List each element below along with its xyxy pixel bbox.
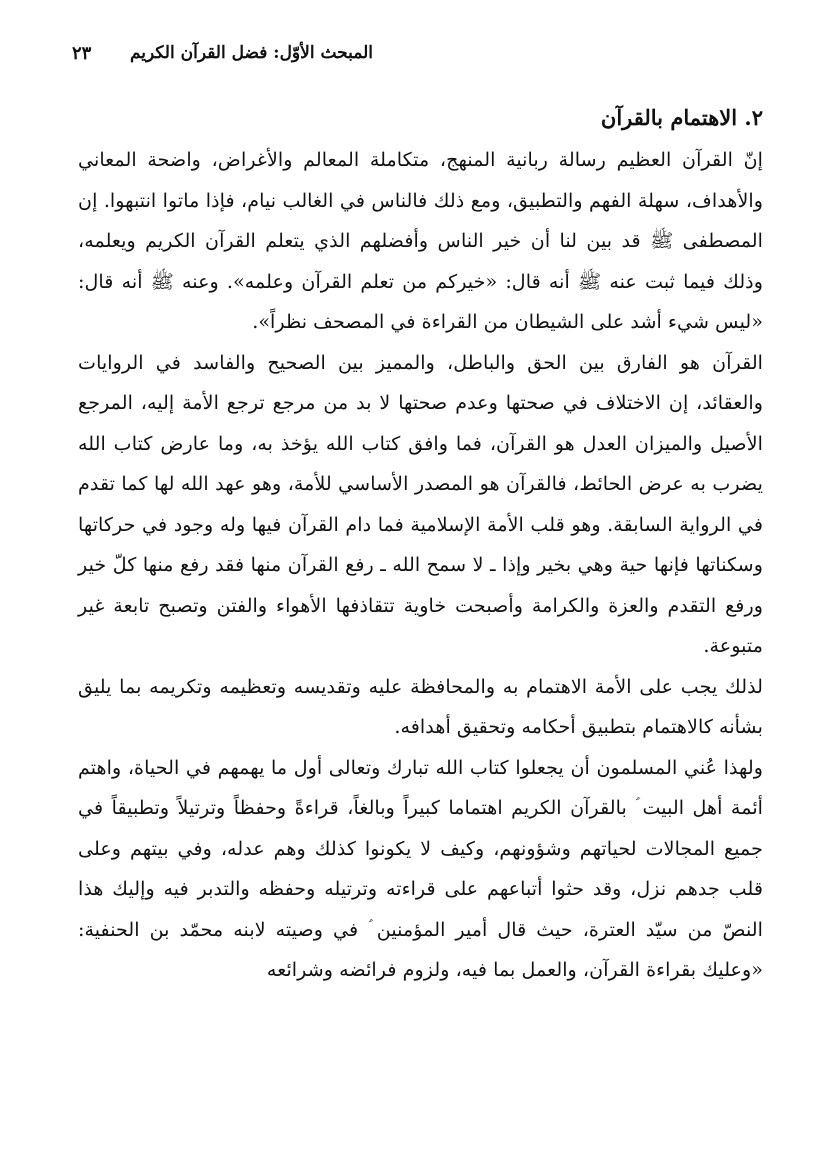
chapter-title: المبحث الأوّل: فضل القرآن الكريم	[129, 43, 373, 63]
running-header	[72, 38, 373, 68]
paragraph-3: لذلك يجب على الأمة الاهتمام به والمحافظة عليه وتقديسه وتعظيمه وتكريمه بما يليق بشأنه كالاهتمام بتطبيق أحكامه وتحقيق أهدافه.	[78, 674, 763, 738]
paragraph-1: إنّ القرآن العظيم رسالة ربانية المنهج، متكاملة المعالم والأغراض، واضحة المعاني والأهداف، سهلة الفهم والتطبيق، ومع ذلك فالناس في الغالب نيام، فإذا ماتوا انتبهوا. إن المصطفى ﷺ قد بين لنا أن خير الناس وأفضلهم الذي يتعلم القرآن الكريم ويعلمه، وذلك فيما ثبت عنه ﷺ أنه قال: «خيركم من تعلم القرآن وعلمه». وعنه ﷺ أنه قال: «ليس شيء أشد على الشيطان من القراءة في المصحف نظراً».	[78, 148, 763, 333]
section-title: ٢. الاهتمام بالقرآن	[600, 105, 763, 130]
paragraph-4: ولهذا عُني المسلمون أن يجعلوا كتاب الله تبارك وتعالى أول ما يهمهم في الحياة، واهتم أئمة أهل البيت ؑ بالقرآن الكريم اهتماما كبيراً وبالغاً، قراءةً وحفظاً وترتيلاً وتطبيقاً في جميع المجالات لحياتهم وشؤونهم، وكيف لا يكونوا كذلك وهم عدله، وفي بيتهم وعلى قلب جدهم نزل، وقد حثوا أتباعهم على قراءته وترتيله وحفظه والتدبر فيه وإليك هذا النصّ من سيّد العترة، حيث قال أمير المؤمنين ؑ في وصيته لابنه محمّد بن الحنفية: «وعليك بقراءة القرآن، والعمل بما فيه، ولزوم فرائضه وشرائعه	[78, 755, 763, 981]
paragraph-2: القرآن هو الفارق بين الحق والباطل، والمميز بين الصحيح والفاسد في الروايات والعقائد، إن الاختلاف في صحتها وعدم صحتها لا بد من مرجع ترجع الأمة إليه، المرجع الأصيل والميزان العدل هو القرآن، فما وافق كتاب الله يؤخذ به، وما عارض كتاب الله يضرب به عرض الحائط، فالقرآن هو المصدر الأساسي للأمة، وهو عهد الله لها كما تقدم في الرواية السابقة. وهو قلب الأمة الإسلامية فما دام القرآن فيها وله وجود في حركاتها وسكناتها فإنها حية وهي بخير وإذا ـ لا سمح الله ـ رفع القرآن منها فقد رفع منها كلّ خير ورفع التقدم والعزة والكرامة وأصبحت خاوية تتقاذفها الأهواء والفتن وتصبح تابعة غير متبوعة.	[78, 350, 763, 657]
page-body	[78, 98, 763, 991]
page-number: ٢٣	[72, 42, 92, 64]
